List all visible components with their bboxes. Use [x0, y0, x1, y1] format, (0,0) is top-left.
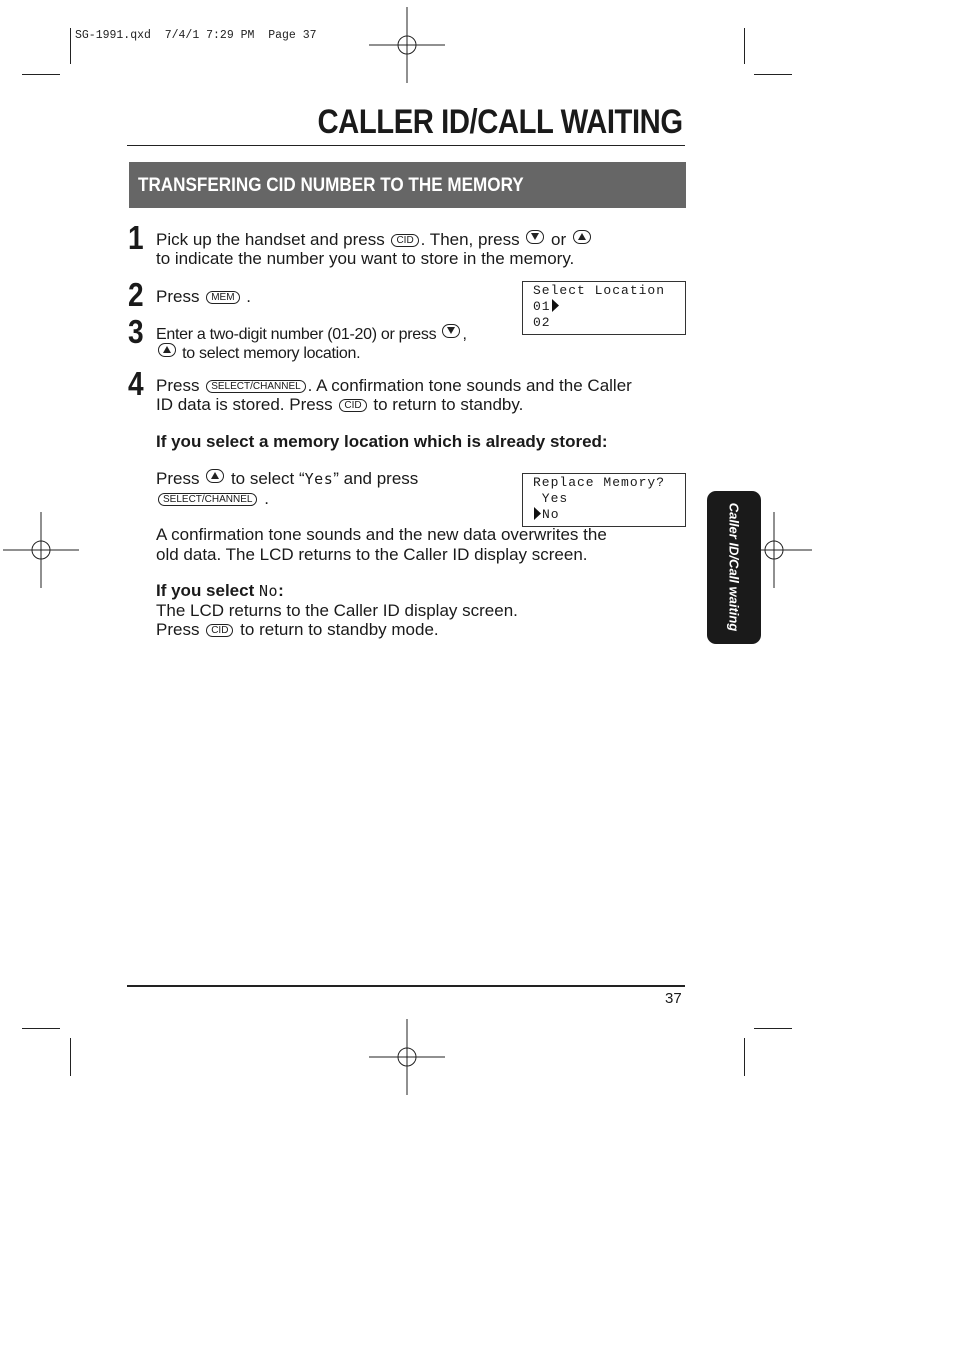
step-text: or	[551, 230, 567, 249]
step-text: ” and press	[333, 469, 419, 488]
confirmation-line-1: A confirmation tone sounds and the new data overwrites the	[156, 525, 607, 544]
cid-key: CID	[206, 624, 233, 637]
crop-mark	[70, 1038, 71, 1076]
select-channel-key: SELECT/CHANNEL	[206, 380, 305, 393]
step-text: ,	[462, 326, 467, 343]
section-header	[129, 162, 686, 208]
down-arrow-icon	[526, 230, 544, 244]
lcd-value: No	[542, 507, 560, 522]
already-stored-heading: If you select a memory location which is already stored:	[156, 432, 608, 451]
step-text: . Then, press	[420, 230, 520, 249]
right-pointer-icon	[551, 299, 560, 312]
up-arrow-icon	[158, 343, 176, 357]
step-number: 4	[128, 365, 144, 402]
step-4-line-1	[156, 376, 632, 396]
lcd-value: 01	[533, 299, 551, 314]
crop-mark	[22, 74, 60, 75]
already-stored-line-2	[156, 489, 269, 509]
step-4-line-2	[156, 395, 523, 415]
lcd-line	[533, 299, 675, 315]
down-arrow-icon	[442, 324, 460, 338]
up-arrow-icon	[573, 230, 591, 244]
up-arrow-icon	[206, 469, 224, 483]
crop-mark	[744, 28, 745, 64]
crop-mark	[754, 1028, 792, 1029]
registration-mark-icon	[369, 7, 445, 83]
crop-mark	[70, 28, 71, 64]
cid-key: CID	[339, 399, 366, 412]
already-stored-line-1	[156, 469, 418, 489]
step-text: to return to standby.	[373, 395, 524, 414]
step-text: Press	[156, 287, 200, 306]
cid-key: CID	[391, 234, 418, 247]
lcd-word-no: No	[259, 582, 279, 600]
step-text: to select memory location.	[182, 345, 361, 362]
lcd-line: Replace Memory?	[533, 475, 666, 490]
page-number: 37	[665, 990, 682, 1007]
step-text: Press	[156, 469, 200, 488]
crop-mark	[744, 1038, 745, 1076]
step-number: 1	[128, 219, 144, 256]
step-text: Pick up the handset and press	[156, 230, 385, 249]
select-channel-key: SELECT/CHANNEL	[158, 493, 257, 506]
side-tab-label: Caller ID/Call waiting	[726, 502, 742, 632]
step-text: to return to standby mode.	[240, 620, 439, 639]
step-text: If you select	[156, 581, 255, 600]
lcd-word-yes: Yes	[304, 470, 334, 488]
step-text: .	[264, 489, 269, 508]
crop-mark	[754, 74, 792, 75]
crop-mark	[22, 1028, 60, 1029]
lcd-line: Yes	[533, 491, 569, 506]
step-text: Press	[156, 376, 200, 395]
right-pointer-icon	[533, 507, 542, 520]
select-no-line-1: The LCD returns to the Caller ID display screen.	[156, 601, 518, 620]
step-number: 3	[128, 313, 144, 350]
mem-key: MEM	[206, 291, 239, 304]
lcd-line	[533, 507, 675, 523]
step-text: to select “	[230, 469, 305, 488]
lcd-replace-memory	[522, 473, 686, 527]
confirmation-line-2: old data. The LCD returns to the Caller ID display screen.	[156, 545, 588, 564]
print-slug: SG-1991.qxd 7/4/1 7:29 PM Page 37	[75, 29, 317, 42]
step-text: .	[246, 287, 252, 306]
lcd-select-location	[522, 281, 686, 335]
step-1-line-1	[156, 230, 593, 250]
step-text: Press	[156, 620, 200, 639]
step-text: ID data is stored. Press	[156, 395, 333, 414]
step-3-line-1	[156, 324, 467, 345]
select-no-heading	[156, 581, 284, 601]
side-tab	[707, 491, 761, 644]
step-2-line	[156, 287, 251, 307]
lcd-line: Select Location	[533, 283, 666, 298]
step-text: :	[278, 581, 284, 600]
step-number: 2	[128, 276, 144, 313]
section-title: TRANSFERING CID NUMBER TO THE MEMORY	[138, 175, 524, 196]
registration-mark-icon	[369, 1019, 445, 1095]
step-1-line-2: to indicate the number you want to store in the memory.	[156, 249, 575, 268]
page-title: CALLER ID/CALL WAITING	[317, 103, 683, 141]
step-text: Enter a two-digit number (01-20) or press	[156, 326, 437, 343]
step-3-line-2	[156, 343, 360, 364]
footer-rule	[127, 985, 685, 987]
title-rule	[127, 145, 685, 146]
lcd-line: 02	[533, 315, 551, 330]
select-no-line-2	[156, 620, 439, 640]
step-text: . A confirmation tone sounds and the Caller	[307, 376, 632, 395]
registration-mark-icon	[3, 512, 79, 588]
